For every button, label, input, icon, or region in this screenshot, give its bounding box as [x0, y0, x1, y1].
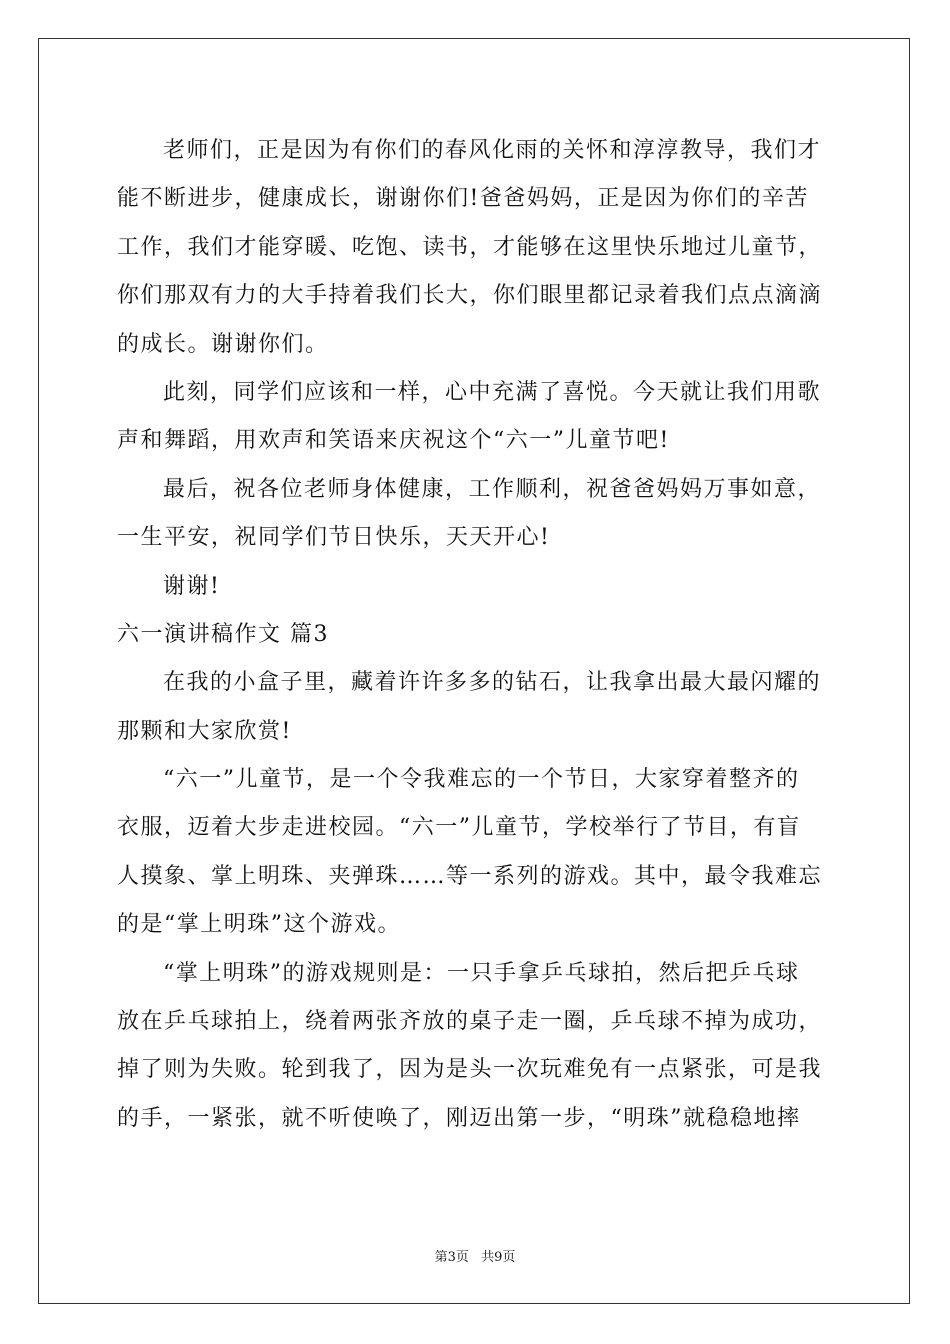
- text-line: 老师们，正是因为有你们的春风化雨的关怀和淳淳教导，我们才: [163, 138, 822, 163]
- text-line: 声和舞蹈，用欢声和笑语来庆祝这个“六一”儿童节吧!: [117, 428, 670, 454]
- text-line: 的手，一紧张，就不听使唤了，刚迈出第一步，“明珠”就稳稳地摔: [117, 1105, 801, 1131]
- paragraph-game-rules: [117, 950, 837, 1144]
- text-line: 在我的小盒子里，藏着许许多多的钻石，让我拿出最大最闪耀的: [163, 670, 822, 696]
- text-line: 衣服，迈着大步走进校园。“六一”儿童节，学校举行了节目，有盲: [117, 815, 801, 841]
- text-line: 放在乒乓球拍上，绕着两张齐放的桌子走一圈，乒乓球不掉为成功，: [117, 1009, 823, 1035]
- text-line: 一生平安，祝同学们节日快乐，天天开心!: [117, 525, 551, 551]
- text-line: 人摸象、掌上明珠、夹弹珠……等一系列的游戏。其中，最令我难忘: [117, 863, 823, 889]
- page-total: 共9页: [481, 1250, 516, 1265]
- text-line: 此刻，同学们应该和一样，心中充满了喜悦。今天就让我们用歌: [163, 379, 822, 405]
- text-line: 工作，我们才能穿暖、吃饱、读书，才能够在这里快乐地过儿童节，: [117, 234, 823, 260]
- paragraph-childrens-day: [117, 756, 837, 950]
- text-line: 你们那双有力的大手持着我们长大，你们眼里都记录着我们点点滴滴: [117, 283, 823, 309]
- paragraph-wishes: [117, 466, 837, 563]
- text-line: 那颗和大家欣赏!: [117, 718, 292, 744]
- text-line: 谢谢!: [163, 573, 221, 599]
- text-line: “六一”儿童节，是一个令我难忘的一个节日，大家穿着整齐的: [163, 767, 800, 793]
- section-heading: 六一演讲稿作文 篇3: [117, 621, 329, 647]
- text-line: 掉了则为失败。轮到我了，因为是头一次玩难免有一点紧张，可是我: [117, 1057, 823, 1083]
- page-footer: [0, 1246, 950, 1265]
- text-line: “掌上明珠”的游戏规则是：一只手拿乒乓球拍，然后把乒乓球: [163, 960, 800, 986]
- text-line: 能不断进步，健康成长，谢谢你们!爸爸妈妈，正是因为你们的辛苦: [117, 186, 809, 212]
- text-line: 的是“掌上明珠”这个游戏。: [117, 912, 401, 938]
- paragraph-diamond-box: [117, 659, 837, 756]
- paragraph-celebrate: [117, 369, 837, 466]
- page-number: 第3页: [434, 1250, 469, 1265]
- text-line: 的成长。谢谢你们。: [117, 331, 329, 357]
- text-line: 最后，祝各位老师身体健康，工作顺利，祝爸爸妈妈万事如意，: [163, 476, 822, 502]
- document-body: [117, 127, 837, 1143]
- paragraph-thanks-teachers-parents: [117, 127, 837, 369]
- paragraph-closing: [117, 563, 837, 611]
